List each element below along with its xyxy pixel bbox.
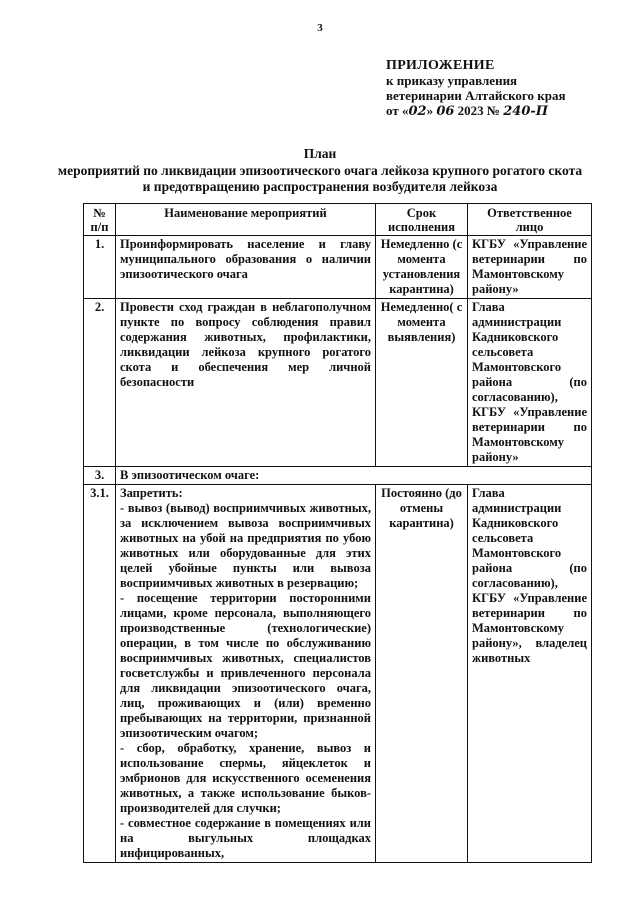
date-day: 02 <box>408 104 427 119</box>
header-num: № п/п <box>84 204 116 236</box>
appendix-date-line <box>386 103 626 119</box>
appendix-line-2: ветеринарии Алтайского края <box>386 88 566 103</box>
plan-title: План <box>303 146 337 161</box>
table-row <box>84 299 592 467</box>
row-term: Немедленно( с момента выявления) <box>376 299 468 467</box>
date-month: 06 <box>436 104 455 119</box>
order-number: 240-П <box>503 104 549 119</box>
row-num: 1. <box>84 236 116 299</box>
plan-table <box>83 203 592 863</box>
page-number: 3 <box>317 22 323 34</box>
row-resp: Глава администрации Кадниковского сельсовета Мамонтовского района (по согласованию), КГБУ «Управление ветеринарии по Мамонтовскому району», владелец животных <box>468 485 592 863</box>
date-year: 2023 № <box>454 103 504 118</box>
row-resp: Глава администрации Кадниковского сельсовета Мамонтовского района (по согласованию), КГБУ «Управление ветеринарии по Мамонтовскому району» <box>468 299 592 467</box>
row-name: Проинформировать население и главу муниципального образования о наличии эпизоотического очага <box>116 236 376 299</box>
appendix-block <box>386 58 626 119</box>
row-term: Постоянно (до отмены карантина) <box>376 485 468 863</box>
row-num: 3. <box>84 467 116 485</box>
date-prefix: от « <box>386 103 409 118</box>
header-term: Срок исполнения <box>376 204 468 236</box>
table-row <box>84 236 592 299</box>
row-term: Немедленно (с момента установления карантина) <box>376 236 468 299</box>
row-num: 3.1. <box>84 485 116 863</box>
table-header-row <box>84 204 592 236</box>
row-name: Запретить: - вывоз (вывод) восприимчивых животных, за исключением вывоза восприимчивых животных на убой на предприятия по убою животных или оборудованные для этих целей убойные пункты или вывоза восприимчивых животных в резервацию; - посещение территории посторонними лицами, кроме персонала, выполняющего производственные (технологические) операции, в том числе по обслуживанию восприимчивых животных, специалистов госветслужбы и привлеченного персонала для ликвидации эпизоотического очага, лиц, проживающих и (или) временно пребывающих на территории, признанной эпизоотическим очагом; - сбор, обработку, хранение, вывоз и использование спермы, яйцеклеток и эмбрионов для искусственного осеменения животных, а также использование быков-производителей для случки; - совместное содержание в помещениях или на выгульных площадках инфицированных, <box>116 485 376 863</box>
row-name: Провести сход граждан в неблагополучном пункте по вопросу соблюдения правил содержания животных, профилактики, ликвидации лейкоза крупного рогатого скота и обеспечения мер личной безопасности <box>116 299 376 467</box>
appendix-line-1: к приказу управления <box>386 73 518 88</box>
header-name: Наименование мероприятий <box>116 204 376 236</box>
plan-subtitle-line-1: мероприятий по ликвидации эпизоотического очага лейкоза крупного рогатого скота <box>57 163 583 178</box>
table-row <box>84 467 592 485</box>
date-mid: » <box>426 103 437 118</box>
row-section-heading: В эпизоотическом очаге: <box>116 467 592 485</box>
table-row <box>84 485 592 863</box>
row-num: 2. <box>84 299 116 467</box>
row-resp: КГБУ «Управление ветеринарии по Мамонтовскому району» <box>468 236 592 299</box>
appendix-title: ПРИЛОЖЕНИЕ <box>386 58 495 73</box>
header-resp: Ответственное лицо <box>468 204 592 236</box>
plan-subtitle-line-2: и предотвращению распространения возбудителя лейкоза <box>142 179 498 194</box>
